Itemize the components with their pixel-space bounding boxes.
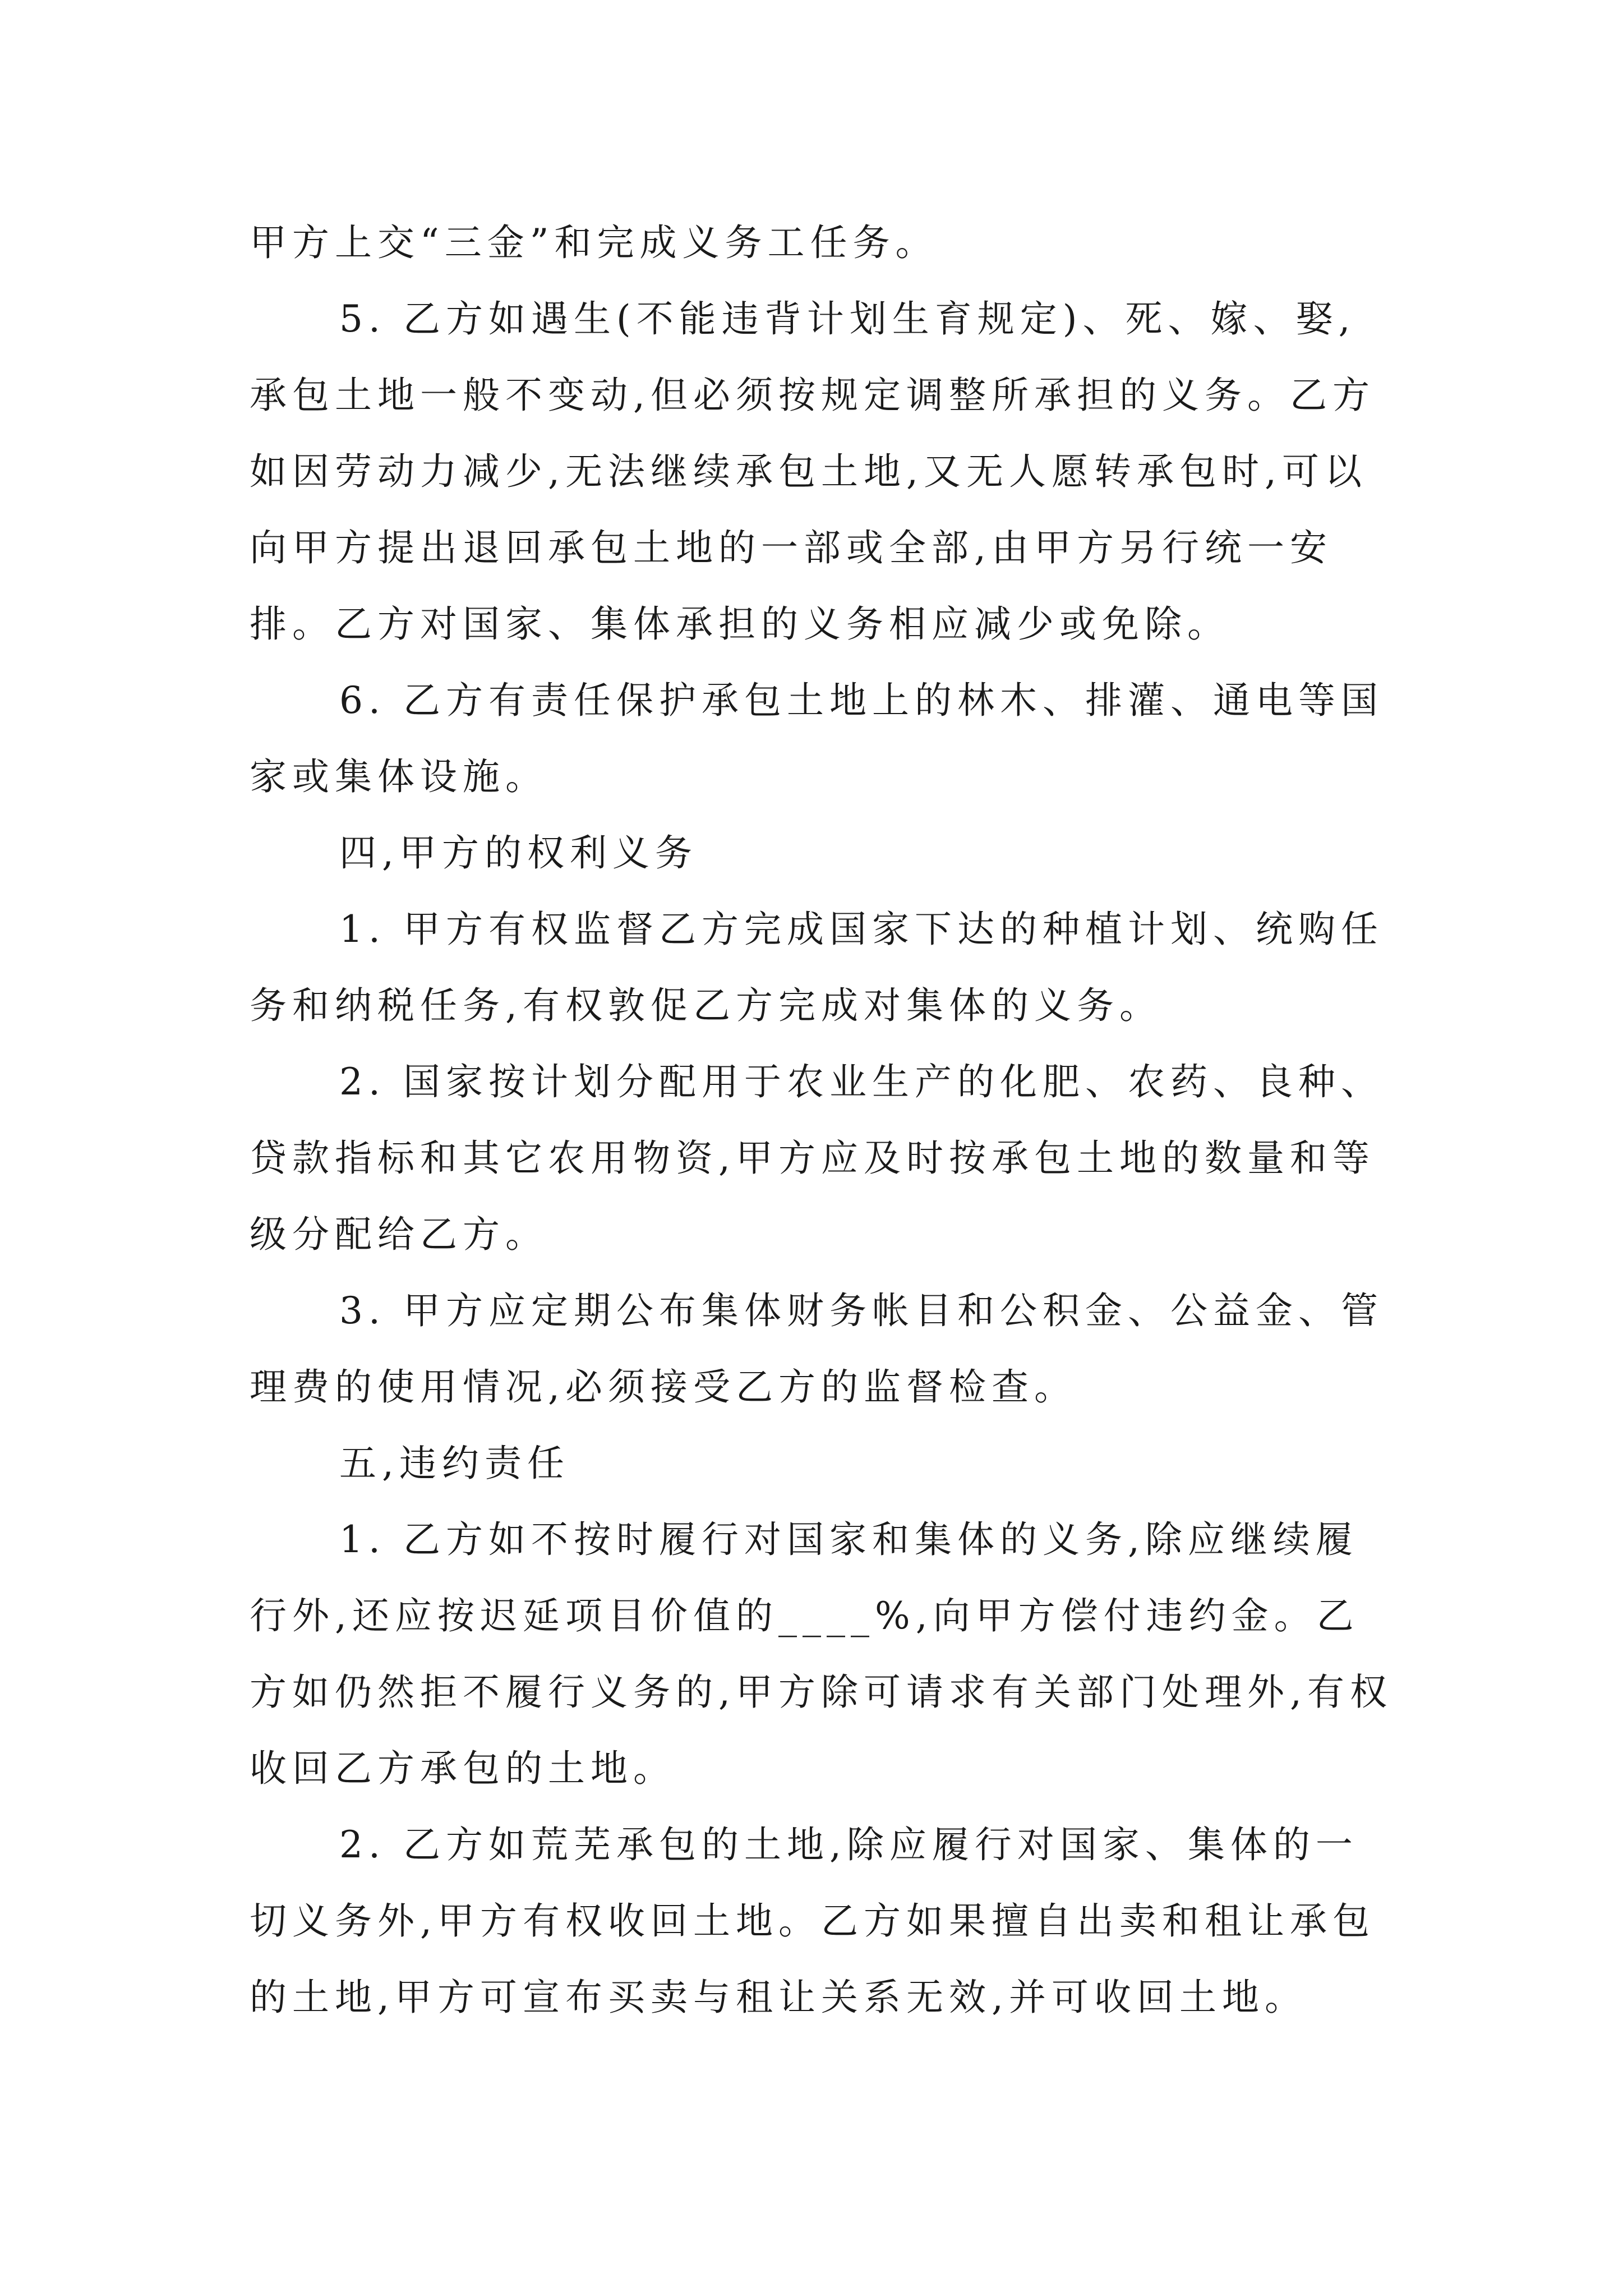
section-heading-liability: 五,违约责任 [339, 1442, 570, 1485]
document-body [250, 205, 1394, 2036]
paragraph-item-3-disclosure: 3. 甲方应定期公布集体财务帐目和公积金、公益金、管理费的使用情况,必须接受乙方的监督检查。 [250, 1289, 1384, 1409]
paragraph-item-2-allocation: 2. 国家按计划分配用于农业生产的化肥、农药、良种、贷款指标和其它农用物资,甲方应及时按承包土地的数量和等级分配给乙方。 [250, 1060, 1384, 1256]
paragraph-item-2-revocation: 2. 乙方如荒芜承包的土地,除应履行对国家、集体的一切义务外,甲方有权收回土地。乙方如果擅自出卖和租让承包的土地,甲方可宣布买卖与租让关系无效,并可收回土地。 [250, 1823, 1375, 2019]
section-heading-party-a-rights: 四,甲方的权利义务 [339, 831, 698, 875]
paragraph-continuation: 甲方上交“三金”和完成义务工任务。 [250, 221, 938, 264]
paragraph-item-1-supervision: 1. 甲方有权监督乙方完成国家下达的种植计划、统购任务和纳税任务,有权敦促乙方完成对集体的义务。 [250, 908, 1384, 1027]
paragraph-item-6: 6. 乙方有责任保护承包土地上的林木、排灌、通电等国家或集体设施。 [250, 679, 1384, 798]
paragraph-item-1-penalty: 1. 乙方如不按时履行对国家和集体的义务,除应继续履行外,还应按迟延项目价值的____%,向甲方偿付违约金。乙方如仍然拒不履行义务的,甲方除可请求有关部门处理外,有权收回乙方承包的土地。 [250, 1518, 1393, 1790]
paragraph-item-5: 5. 乙方如遇生(不能违背计划生育规定)、死、嫁、娶,承包土地一般不变动,但必须按规定调整所承担的义务。乙方如因劳动力减少,无法继续承包土地,又无人愿转承包时,可以向甲方提出退回承包土地的一部或全部,由甲方另行统一安排。乙方对国家、集体承担的义务相应减少或免除。 [250, 297, 1375, 646]
